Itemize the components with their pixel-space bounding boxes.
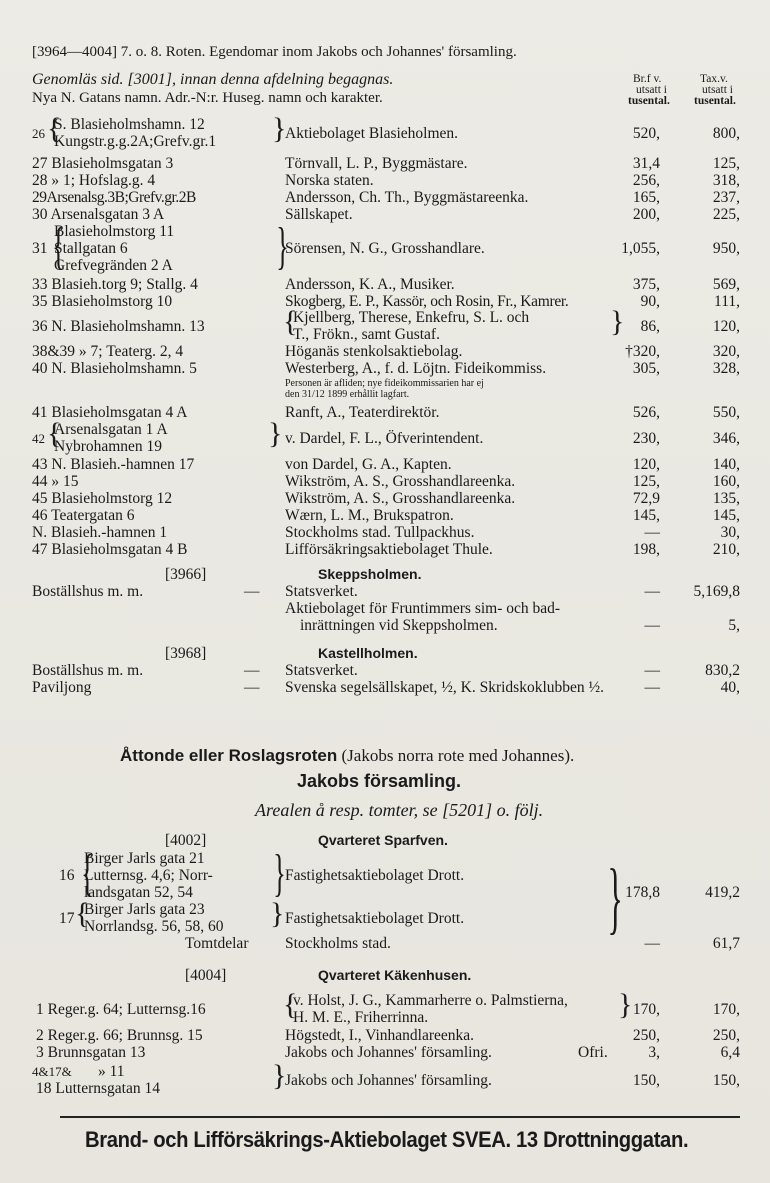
usage-note: Genomläs sid. [3001], innan denna afdelning begagnas. — [32, 71, 394, 88]
ofri-note: Ofri. — [578, 1044, 608, 1061]
brf-value: 165, — [632, 189, 660, 206]
address-line: N. Blasieh.-hamnen 1 — [32, 524, 168, 541]
address-line: 45 Blasieholmstorg 12 — [32, 490, 173, 507]
address-line: 38&39 » 7; Teaterg. 2, 4 — [32, 343, 184, 360]
brace: } — [270, 897, 285, 930]
brf-value: 200, — [632, 206, 660, 223]
owner: Skogberg, E. P., Kassör, och Rosin, Fr., Kamrer. — [285, 293, 569, 310]
brf-value: 31,4 — [632, 155, 660, 172]
owner: v. Dardel, F. L., Öfverintendent. — [285, 430, 484, 447]
parish-title: Jakobs församling. — [297, 771, 462, 791]
brace: } — [607, 854, 623, 942]
tax-value: 320, — [712, 343, 740, 360]
brf-value: 125, — [632, 473, 660, 490]
rote-heading — [120, 746, 574, 766]
tax-value: 5,169,8 — [693, 583, 740, 600]
owner: Aktiebolaget för Fruntimmers sim- och bad- — [285, 600, 561, 617]
address-line: 47 Blasieholmsgatan 4 B — [32, 541, 188, 558]
address-line: 2 Reger.g. 66; Brunnsg. 15 — [36, 1027, 203, 1044]
owner: Jakobs och Johannes' församling. — [285, 1072, 492, 1089]
address-line: 33 Blasieh.torg 9; Stallg. 4 — [32, 276, 198, 293]
tax-value: 160, — [712, 473, 740, 490]
address-line: 44 » 15 — [32, 473, 79, 490]
row-number: 31 — [32, 240, 48, 257]
row-number: 17 — [59, 910, 75, 927]
section-code: [4002] — [165, 832, 207, 849]
address-line: Grefvegränden 2 A — [54, 257, 173, 274]
brf-value: — — [644, 679, 660, 696]
brf-value: — — [644, 935, 660, 952]
tax-value: 225, — [712, 206, 740, 223]
tax-value: 135, — [712, 490, 740, 507]
section-code: [3968] — [165, 645, 207, 662]
brace: { — [81, 845, 94, 902]
tax-value: 830,2 — [705, 662, 740, 679]
tax-value: 170, — [712, 1001, 740, 1018]
tax-value: 145, — [712, 507, 740, 524]
owner: Wikström, A. S., Grosshandlareenka. — [285, 473, 516, 490]
tax-value: 140, — [712, 456, 740, 473]
brace: } — [273, 845, 286, 902]
owner: Aktiebolaget Blasieholmen. — [285, 125, 459, 142]
tusental-header-2: tusental. — [694, 95, 736, 107]
tusental-header-1: tusental. — [628, 95, 670, 107]
address-line: Tomtdelar — [185, 935, 249, 952]
tax-value: 250, — [712, 1027, 740, 1044]
taxv-header: Tax.v. — [700, 73, 728, 85]
address-line: Kungstr.g.g.2A;Grefv.gr.1 — [54, 133, 217, 150]
footer-advertisement: Brand- och Lifförsäkrings-Aktiebolaget SVEA. 13 Drottninggatan. — [85, 1127, 689, 1152]
owner: v. Holst, J. G., Kammarherre o. Palmstierna, — [293, 992, 568, 1009]
tax-value: 111, — [714, 293, 740, 310]
brf-value: 305, — [632, 360, 660, 377]
tax-value: 210, — [712, 541, 740, 558]
owner: Statsverket. — [285, 662, 358, 679]
owner: Andersson, K. A., Musiker. — [285, 276, 455, 293]
dash: — — [244, 662, 260, 679]
address-line: Norrlandsg. 56, 58, 60 — [84, 918, 224, 935]
brf-value: 178,8 — [625, 884, 660, 901]
row-number: 4&17& — [32, 1064, 72, 1079]
owner: Lifförsäkringsaktiebolaget Thule. — [285, 541, 493, 558]
brf-value: — — [644, 617, 660, 634]
brf-value: — — [644, 583, 660, 600]
tax-value: 150, — [712, 1072, 740, 1089]
tax-value: 5, — [728, 617, 740, 634]
tax-value: 40, — [720, 679, 740, 696]
address-line: Lutternsg. 4,6; Norr- — [84, 867, 213, 884]
brf-value: 230, — [632, 430, 660, 447]
owner: Wikström, A. S., Grosshandlareenka. — [285, 490, 516, 507]
section-code: [3966] — [165, 566, 207, 583]
address-line: 30 Arsenalsgatan 3 A — [32, 206, 165, 223]
brace: { — [47, 417, 62, 450]
owner: inrättningen vid Skeppsholmen. — [300, 617, 498, 634]
section-title: Skeppsholmen. — [318, 566, 422, 582]
owner: Högstedt, I., Vinhandlareenka. — [285, 1027, 475, 1044]
brf-value: †320, — [625, 343, 660, 360]
brf-value: 198, — [632, 541, 660, 558]
brf-value: — — [644, 524, 660, 541]
brf-value: 150, — [632, 1072, 660, 1089]
owner: von Dardel, G. A., Kapten. — [285, 456, 452, 473]
footnote: den 31/12 1899 erhållit lagfart. — [285, 389, 410, 400]
owner: Wærn, L. M., Brukspatron. — [285, 507, 454, 524]
address-line: 29Arsenalsg.3B;Grefv.gr.2B — [32, 189, 196, 206]
brf-value: 526, — [632, 404, 660, 421]
address-line: 35 Blasieholmstorg 10 — [32, 293, 173, 310]
brf-value: 3, — [648, 1044, 660, 1061]
brf-value: 120, — [632, 456, 660, 473]
tax-value: 318, — [712, 172, 740, 189]
brf-value: 256, — [632, 172, 660, 189]
row-number: 16 — [59, 867, 75, 884]
utsatt-header-2: utsatt i — [702, 84, 733, 96]
tax-value: 6,4 — [720, 1044, 740, 1061]
address-line: 43 N. Blasieh.-hamnen 17 — [32, 456, 195, 473]
tax-value: 237, — [712, 189, 740, 206]
brf-value: 520, — [632, 125, 660, 142]
address-line: 36 N. Blasieholmshamn. 13 — [32, 318, 205, 335]
brf-value: 250, — [632, 1027, 660, 1044]
address-line: Birger Jarls gata 23 — [84, 901, 205, 918]
tax-value: 419,2 — [705, 884, 740, 901]
address-line: 28 » 1; Hofslag.g. 4 — [32, 172, 156, 189]
section-title: Qvarteret Sparfven. — [318, 832, 448, 848]
brf-value: 72,9 — [632, 490, 660, 507]
brf-value: 375, — [632, 276, 660, 293]
address-line: 41 Blasieholmsgatan 4 A — [32, 404, 188, 421]
address-line: 18 Lutternsgatan 14 — [36, 1080, 160, 1097]
column-header: Nya N. Gatans namn. Adr.-N:r. Huseg. namn och karakter. — [32, 90, 383, 106]
address-line: 46 Teatergatan 6 — [32, 507, 135, 524]
owner: Ranft, A., Teaterdirektör. — [285, 404, 440, 421]
rote-title: Åttonde eller Roslagsroten — [120, 746, 338, 765]
owner: Sällskapet. — [285, 206, 353, 223]
address-line: Arsenalsgatan 1 A — [54, 421, 168, 438]
brf-value: 86, — [640, 318, 660, 335]
tax-value: 569, — [712, 276, 740, 293]
tax-value: 328, — [712, 360, 740, 377]
owner: Fastighetsaktiebolaget Drott. — [285, 910, 465, 927]
owner: Sörensen, N. G., Grosshandlare. — [285, 240, 485, 257]
address-line: landsgatan 52, 54 — [84, 884, 193, 901]
brace: { — [47, 112, 62, 145]
address-line: Paviljong — [32, 679, 92, 696]
owner: Kjellberg, Therese, Enkefru, S. L. och — [293, 309, 530, 326]
brace: } — [272, 1059, 287, 1092]
owner: Norska staten. — [285, 172, 374, 189]
tax-value: 30, — [720, 524, 740, 541]
address-line: » 11 — [98, 1063, 125, 1080]
brace: } — [610, 305, 625, 338]
brace: { — [283, 305, 298, 338]
dash: — — [244, 583, 260, 600]
brace: { — [283, 988, 298, 1021]
row-number: 26 — [32, 126, 45, 141]
address-line: 40 N. Blasieholmshamn. 5 — [32, 360, 197, 377]
owner: Fastighetsaktiebolaget Drott. — [285, 867, 465, 884]
address-line: S. Blasieholmshamn. 12 — [54, 116, 205, 133]
tax-value: 125, — [712, 155, 740, 172]
address-line: 3 Brunnsgatan 13 — [36, 1044, 146, 1061]
address-line: 27 Blasieholmsgatan 3 — [32, 155, 174, 172]
section-title: Kastellholmen. — [318, 645, 418, 661]
owner: Svenska segelsällskapet, ½, K. Skridskoklubben ½. — [285, 679, 605, 696]
tax-value: 346, — [712, 430, 740, 447]
brace: { — [52, 218, 65, 275]
owner: H. M. E., Friherrinna. — [293, 1009, 429, 1026]
brace: } — [618, 988, 633, 1021]
brace: } — [272, 112, 287, 145]
brf-value: 170, — [632, 1001, 660, 1018]
brf-value: 1,055, — [621, 240, 660, 257]
owner: Stockholms stad. — [285, 935, 391, 952]
tax-value: 800, — [712, 125, 740, 142]
tax-value: 120, — [712, 318, 740, 335]
tax-value: 950, — [712, 240, 740, 257]
address-line: Boställshus m. m. — [32, 662, 144, 679]
brf-value: — — [644, 662, 660, 679]
owner: Andersson, Ch. Th., Byggmästareenka. — [285, 189, 529, 206]
rote-subtitle: (Jakobs norra rote med Johannes). — [341, 746, 575, 765]
dash: — — [244, 679, 260, 696]
address-line: Nybrohamnen 19 — [54, 438, 163, 455]
page-header: [3964—4004] 7. o. 8. Roten. Egendomar inom Jakobs och Johannes' församling. — [32, 44, 517, 60]
areal-note: Arealen å resp. tomter, se [5201] o. följ. — [255, 800, 544, 820]
footnote: Personen är afliden; nye fideikommissarien har ej — [285, 378, 484, 389]
address-line: Boställshus m. m. — [32, 583, 144, 600]
section-title: Qvarteret Käkenhusen. — [318, 967, 472, 983]
address-line: Stallgatan 6 — [54, 240, 128, 257]
row-number: 42 — [32, 431, 45, 446]
brfv-header: Br.f v. — [633, 73, 662, 85]
owner: Höganäs stenkolsaktiebolag. — [285, 343, 463, 360]
owner: T., Frökn., samt Gustaf. — [293, 326, 440, 343]
owner: Törnvall, L. P., Byggmästare. — [285, 155, 468, 172]
section-code: [4004] — [185, 967, 227, 984]
brf-value: 90, — [640, 293, 660, 310]
owner: Westerberg, A., f. d. Löjtn. Fideikommiss. — [285, 360, 547, 377]
brace: { — [75, 897, 90, 930]
address-line: 1 Reger.g. 64; Lutternsg.16 — [36, 1001, 206, 1018]
owner: Jakobs och Johannes' församling. — [285, 1044, 492, 1061]
utsatt-header-1: utsatt i — [636, 84, 667, 96]
tax-value: 61,7 — [712, 935, 740, 952]
brace: } — [276, 218, 289, 275]
address-line: Blasieholmstorg 11 — [54, 223, 175, 240]
brf-value: 145, — [632, 507, 660, 524]
brace: } — [268, 417, 283, 450]
tax-value: 550, — [712, 404, 740, 421]
owner: Statsverket. — [285, 583, 358, 600]
owner: Stockholms stad. Tullpackhus. — [285, 524, 475, 541]
address-line: Birger Jarls gata 21 — [84, 850, 205, 867]
footer-rule — [60, 1116, 740, 1118]
